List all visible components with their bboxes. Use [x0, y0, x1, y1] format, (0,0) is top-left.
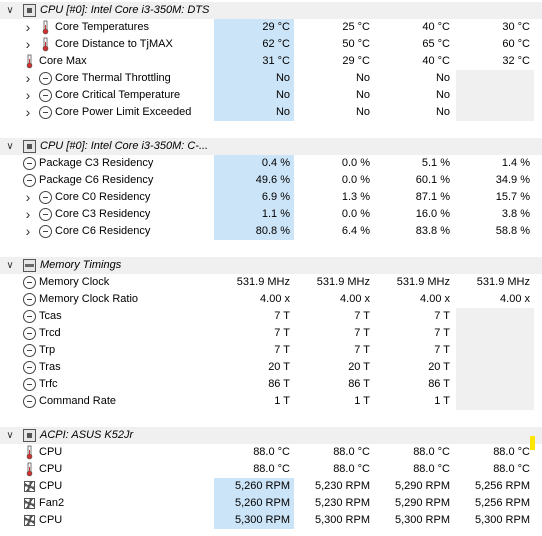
section-title: CPU [#0]: Intel Core i3-350M: C-... [40, 140, 209, 152]
average-value: 60 °C [502, 38, 530, 50]
chip-icon [23, 429, 36, 442]
minimum-value: 86 T [348, 378, 370, 390]
sensor-row[interactable] [0, 274, 542, 291]
minimum-value: 1.3 % [341, 191, 370, 203]
maximum-value: 40 °C [422, 55, 450, 67]
minimum-value: 5,230 RPM [314, 480, 370, 492]
collapse-chevron-icon[interactable]: ∨ [6, 430, 14, 441]
gauge-icon [39, 191, 52, 204]
sensor-label: Trcd [39, 327, 61, 339]
maximum-value: 86 T [428, 378, 450, 390]
minimum-value: 25 °C [342, 21, 370, 33]
sensor-label: CPU [39, 463, 63, 475]
current-value: 86 T [268, 378, 290, 390]
current-value: 5,260 RPM [214, 495, 294, 512]
average-value [456, 87, 534, 104]
sensor-row[interactable] [0, 512, 542, 529]
minimum-value: 4.00 x [340, 293, 370, 305]
section-title: Memory Timings [40, 259, 122, 271]
maximum-value: 20 T [428, 361, 450, 373]
minimum-value: 29 °C [342, 55, 370, 67]
sensor-row[interactable] [0, 393, 542, 410]
minimum-value: 7 T [354, 344, 370, 356]
section-header[interactable] [0, 257, 542, 274]
current-value: 31 °C [214, 53, 294, 70]
maximum-value: 7 T [434, 310, 450, 322]
current-value: 62 °C [214, 36, 294, 53]
maximum-value: 5,300 RPM [394, 514, 450, 526]
average-value [456, 308, 534, 325]
maximum-value: 4.00 x [420, 293, 450, 305]
current-value: 80.8 % [214, 223, 294, 240]
sensor-row[interactable] [0, 104, 542, 121]
current-value: 7 T [274, 327, 290, 339]
expand-chevron-icon[interactable]: › [25, 19, 31, 35]
section-header[interactable] [0, 138, 542, 155]
gauge-icon [23, 310, 36, 323]
maximum-value: 40 °C [422, 21, 450, 33]
average-value: 58.8 % [495, 225, 530, 237]
fan-icon [23, 514, 36, 527]
current-value: 29 °C [214, 19, 294, 36]
minimum-value: 531.9 MHz [316, 276, 370, 288]
gauge-icon [39, 72, 52, 85]
expand-chevron-icon[interactable]: › [25, 104, 31, 120]
section-title: ACPI: ASUS K52Jr [40, 429, 134, 441]
sensor-label: Trp [39, 344, 56, 356]
maximum-value: 5,290 RPM [394, 497, 450, 509]
sensor-label: Tras [39, 361, 61, 373]
sensor-row[interactable] [0, 308, 542, 325]
average-value [456, 104, 534, 121]
sensor-row[interactable] [0, 223, 542, 240]
average-value [456, 342, 534, 359]
sensor-row[interactable] [0, 87, 542, 104]
chip-icon [23, 4, 36, 17]
current-value: 7 T [274, 310, 290, 322]
minimum-value: 50 °C [342, 38, 370, 50]
thermometer-icon [41, 20, 54, 33]
section-header[interactable] [0, 2, 542, 19]
gauge-icon [23, 395, 36, 408]
current-value: 1.1 % [214, 206, 294, 223]
sensor-label: CPU [39, 514, 63, 526]
minimum-value: No [355, 72, 370, 84]
average-value: 5,256 RPM [474, 497, 530, 509]
current-value: No [214, 87, 294, 104]
sensor-row[interactable] [0, 342, 542, 359]
thermometer-icon [25, 462, 38, 475]
maximum-value: No [435, 72, 450, 84]
sensor-row[interactable] [0, 36, 542, 53]
maximum-value: 83.8 % [415, 225, 450, 237]
average-value: 5,256 RPM [474, 480, 530, 492]
sensor-label: Core C6 Residency [55, 225, 151, 237]
minimum-value: 0.0 % [341, 174, 370, 186]
sensor-label: Core Temperatures [55, 21, 149, 33]
current-value: 1 T [274, 395, 290, 407]
maximum-value: 16.0 % [415, 208, 450, 220]
sensor-label: Memory Clock [39, 276, 110, 288]
gauge-icon [39, 208, 52, 221]
thermometer-icon [25, 445, 38, 458]
memory-icon [23, 259, 36, 272]
sensor-row[interactable] [0, 495, 542, 512]
current-value: No [214, 70, 294, 87]
average-value: 30 °C [502, 21, 530, 33]
sensor-label: Core Max [39, 55, 87, 67]
minimum-value: 5,230 RPM [314, 497, 370, 509]
gauge-icon [23, 361, 36, 374]
average-value: 5,300 RPM [474, 514, 530, 526]
gauge-icon [39, 225, 52, 238]
average-value: 1.4 % [501, 157, 530, 169]
minimum-value: 5,300 RPM [314, 514, 370, 526]
current-value: 88.0 °C [253, 463, 290, 475]
minimum-value: 0.0 % [341, 208, 370, 220]
sensor-row[interactable] [0, 53, 542, 70]
maximum-value: 5.1 % [421, 157, 450, 169]
gauge-icon [23, 276, 36, 289]
expand-chevron-icon[interactable]: › [25, 87, 31, 103]
minimum-value: 88.0 °C [333, 463, 370, 475]
maximum-value: 87.1 % [415, 191, 450, 203]
average-value: 88.0 °C [493, 463, 530, 475]
sensor-label: Core Critical Temperature [55, 89, 181, 101]
fan-icon [23, 497, 36, 510]
sensor-label: CPU [39, 480, 63, 492]
gauge-icon [23, 327, 36, 340]
average-value: 3.8 % [501, 208, 530, 220]
sensor-row[interactable] [0, 359, 542, 376]
collapse-chevron-icon[interactable]: ∨ [6, 260, 14, 271]
minimum-value: 7 T [354, 327, 370, 339]
current-value: 4.00 x [260, 293, 290, 305]
gauge-icon [23, 293, 36, 306]
sensor-label: Core Distance to TjMAX [55, 38, 173, 50]
expand-chevron-icon[interactable]: › [25, 36, 31, 52]
sensor-row[interactable] [0, 291, 542, 308]
average-value: 34.9 % [495, 174, 530, 186]
expand-chevron-icon[interactable]: › [25, 206, 31, 222]
current-value: 0.4 % [214, 155, 294, 172]
maximum-value: No [435, 106, 450, 118]
chip-icon [23, 140, 36, 153]
expand-chevron-icon[interactable]: › [25, 189, 31, 205]
minimum-value: No [355, 89, 370, 101]
current-value: No [214, 104, 294, 121]
sensor-label: Core Power Limit Exceeded [55, 106, 192, 118]
sensor-row[interactable] [0, 206, 542, 223]
thermometer-icon [25, 54, 38, 67]
maximum-value: 7 T [434, 344, 450, 356]
average-value: 32 °C [502, 55, 530, 67]
maximum-value: 88.0 °C [413, 446, 450, 458]
sensor-label: Package C6 Residency [39, 174, 154, 186]
sensor-label: Command Rate [39, 395, 117, 407]
sensor-row[interactable] [0, 376, 542, 393]
sensor-row[interactable] [0, 461, 542, 478]
minimum-value: No [355, 106, 370, 118]
sensor-row[interactable] [0, 325, 542, 342]
sensor-label: Memory Clock Ratio [39, 293, 139, 305]
sensor-row[interactable] [0, 172, 542, 189]
average-value [456, 393, 534, 410]
section-header[interactable] [0, 427, 542, 444]
gauge-icon [39, 89, 52, 102]
gauge-icon [23, 344, 36, 357]
maximum-value: 531.9 MHz [396, 276, 450, 288]
average-value: 4.00 x [500, 293, 530, 305]
average-value: 15.7 % [495, 191, 530, 203]
maximum-value: 7 T [434, 327, 450, 339]
average-value: 88.0 °C [493, 446, 530, 458]
sensor-label: Core C3 Residency [55, 208, 151, 220]
sensor-row[interactable] [0, 19, 542, 36]
current-value: 7 T [274, 344, 290, 356]
collapse-chevron-icon[interactable]: ∨ [6, 141, 14, 152]
gauge-icon [23, 157, 36, 170]
minimum-value: 7 T [354, 310, 370, 322]
minimum-value: 1 T [354, 395, 370, 407]
sensor-label: Fan2 [39, 497, 65, 509]
sensor-row[interactable] [0, 444, 542, 461]
sensor-row[interactable] [0, 155, 542, 172]
sensor-label: Trfc [39, 378, 58, 390]
minimum-value: 0.0 % [341, 157, 370, 169]
average-value [456, 359, 534, 376]
maximum-value: 60.1 % [415, 174, 450, 186]
sensor-row[interactable] [0, 189, 542, 206]
current-value: 5,300 RPM [214, 512, 294, 529]
average-value [456, 70, 534, 87]
minimum-value: 20 T [348, 361, 370, 373]
maximum-value: 65 °C [422, 38, 450, 50]
fan-icon [23, 480, 36, 493]
average-value: 531.9 MHz [476, 276, 530, 288]
average-value [456, 325, 534, 342]
thermometer-icon [41, 37, 54, 50]
expand-chevron-icon[interactable]: › [25, 223, 31, 239]
current-value: 20 T [268, 361, 290, 373]
minimum-value: 6.4 % [341, 225, 370, 237]
current-value: 49.6 % [214, 172, 294, 189]
sensor-label: Core C0 Residency [55, 191, 151, 203]
highlight-marker [530, 436, 535, 450]
gauge-icon [23, 174, 36, 187]
average-value [456, 376, 534, 393]
sensor-label: Core Thermal Throttling [55, 72, 171, 84]
current-value: 88.0 °C [253, 446, 290, 458]
maximum-value: No [435, 89, 450, 101]
sensor-row[interactable] [0, 70, 542, 87]
expand-chevron-icon[interactable]: › [25, 70, 31, 86]
maximum-value: 1 T [434, 395, 450, 407]
gauge-icon [39, 106, 52, 119]
current-value: 6.9 % [214, 189, 294, 206]
current-value: 531.9 MHz [236, 276, 290, 288]
section-title: CPU [#0]: Intel Core i3-350M: DTS [40, 4, 210, 16]
maximum-value: 88.0 °C [413, 463, 450, 475]
gauge-icon [23, 378, 36, 391]
current-value: 5,260 RPM [214, 478, 294, 495]
maximum-value: 5,290 RPM [394, 480, 450, 492]
sensor-label: CPU [39, 446, 63, 458]
sensor-label: Tcas [39, 310, 62, 322]
sensor-label: Package C3 Residency [39, 157, 154, 169]
collapse-chevron-icon[interactable]: ∨ [6, 5, 14, 16]
minimum-value: 88.0 °C [333, 446, 370, 458]
sensor-row[interactable] [0, 478, 542, 495]
